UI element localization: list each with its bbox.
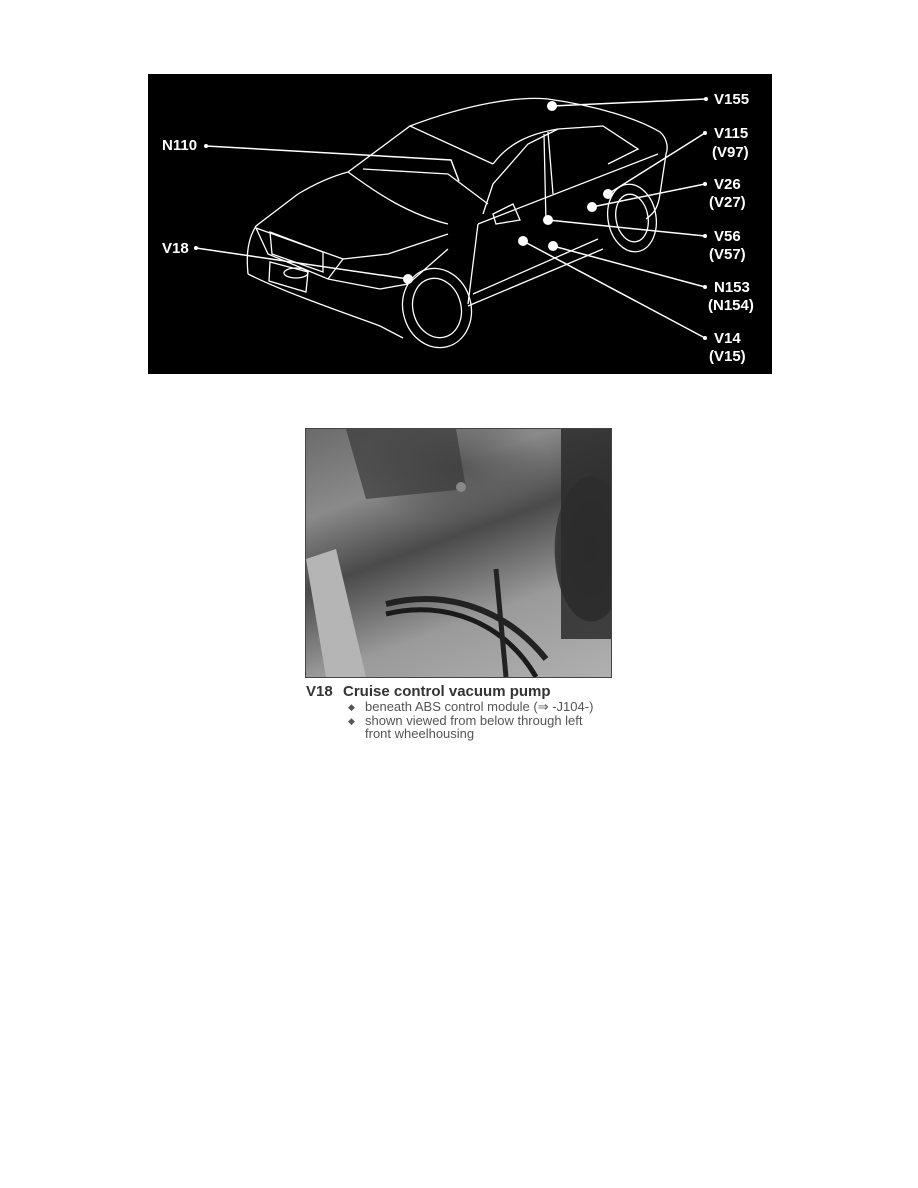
label-v97: (V97) <box>712 144 749 161</box>
caption-item: ◆ beneath ABS control module (⇒ -J104-) <box>348 699 594 714</box>
label-v26: V26 <box>714 176 741 193</box>
component-location-diagram <box>148 74 772 374</box>
label-v57: (V57) <box>709 246 746 263</box>
photo-detail-shapes <box>306 429 611 677</box>
label-v18: V18 <box>162 240 189 257</box>
diamond-bullet-icon: ◆ <box>348 702 355 713</box>
label-v115: V115 <box>714 125 749 142</box>
label-v15: (V15) <box>709 348 746 365</box>
label-v155: V155 <box>714 91 750 108</box>
label-v14: V14 <box>714 330 741 347</box>
diamond-bullet-icon: ◆ <box>348 716 355 727</box>
vacuum-pump-photo <box>305 428 612 678</box>
label-v27: (V27) <box>709 194 746 211</box>
caption-item: ◆ shown viewed from below through left front wheelhousing <box>348 713 583 741</box>
caption-title: Cruise control vacuum pump <box>343 683 551 700</box>
label-v56: V56 <box>714 228 741 245</box>
label-n153: N153 <box>714 279 750 296</box>
car-outline-drawing <box>148 74 772 374</box>
label-n154: (N154) <box>708 297 754 314</box>
caption-code: V18 <box>306 683 333 700</box>
label-n110: N110 <box>162 137 198 154</box>
